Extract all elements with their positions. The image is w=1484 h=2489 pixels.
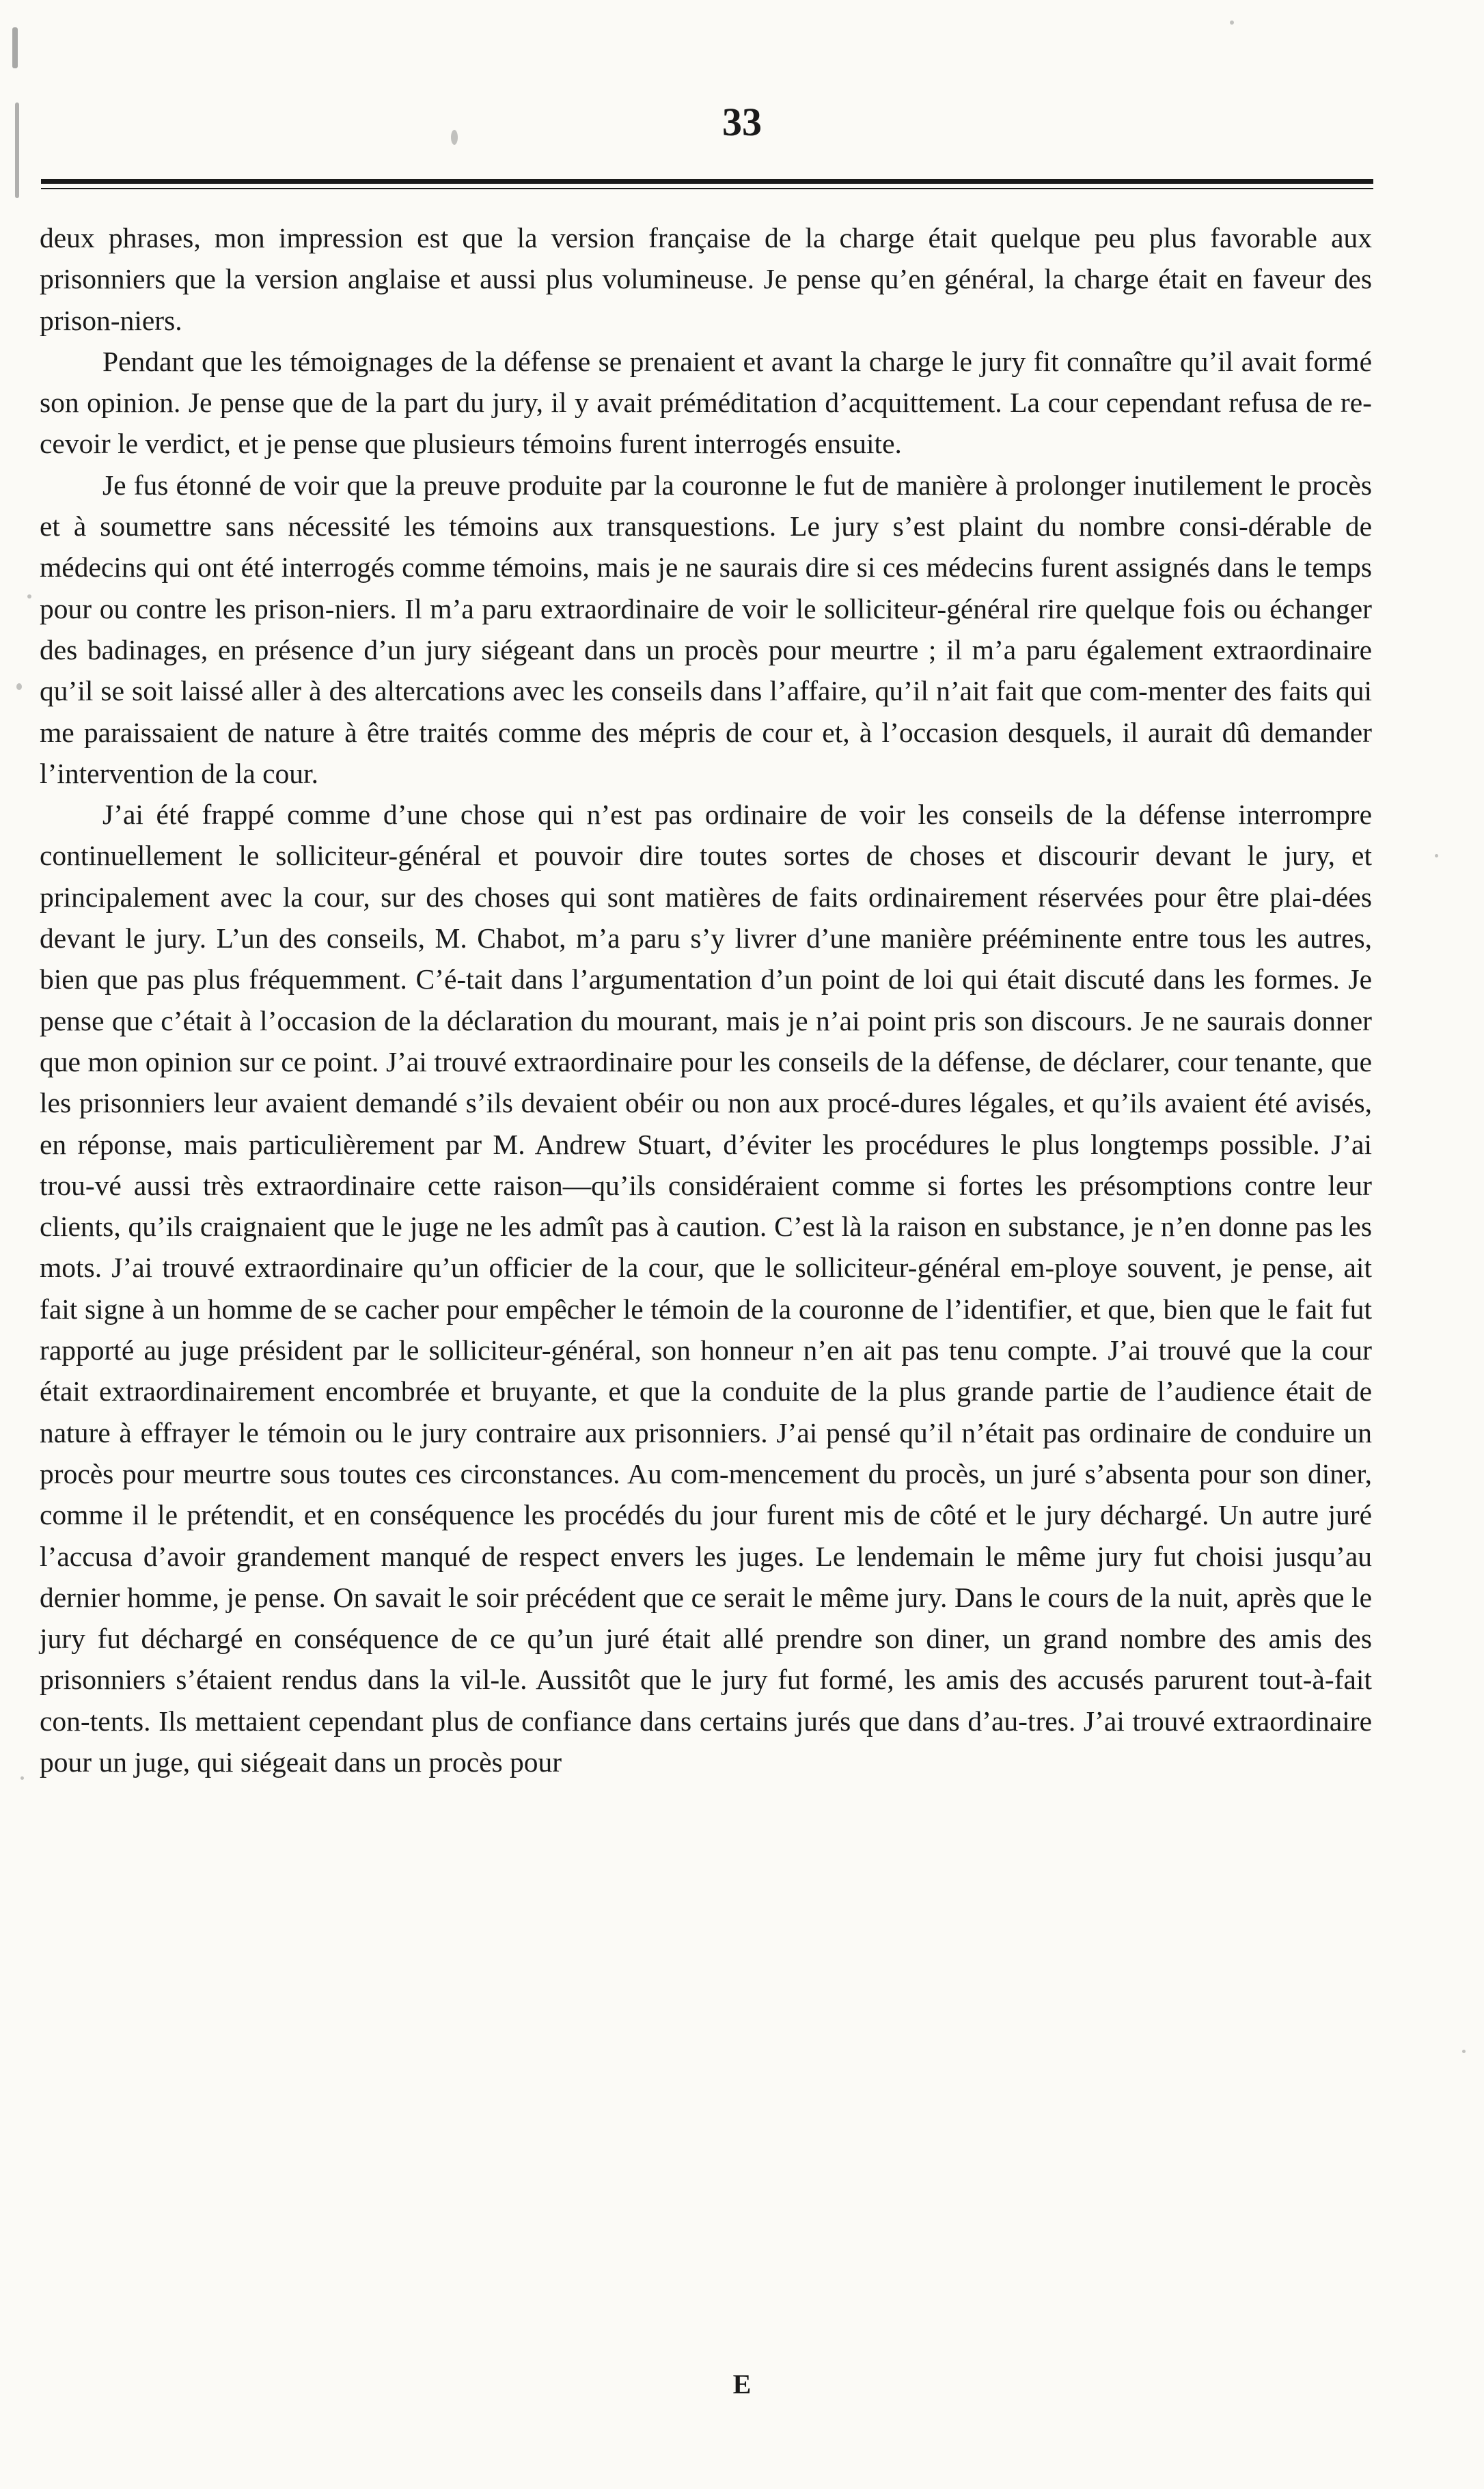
paragraph: J’ai été frappé comme d’une chose qui n’est pas ordinaire de voir les conseils de la défense interrompre continuellement le solliciteur-général et pouvoir dire toutes sortes de choses et discourir devant le jury, et principalement avec la cour, sur des choses qui sont matières de faits ordinairement réservées pour être plai-dées devant le jury. L’un des conseils, M. Chabot, m’a paru s’y livrer d’une manière prééminente entre tous les autres, bien que pas plus fréquemment. C’é-tait dans l’argumentation d’un point de loi qui était discuté dans les formes. Je pense que c’était à l’occasion de la déclaration du mourant, mais je n’ai point pris son discours. Je ne saurais donner que mon opinion sur ce point. J’ai trouvé extraordinaire pour les conseils de la défense, de déclarer, cour tenante, que les prisonniers leur avaient demandé s’ils devaient obéir ou non aux procé-dures légales, et qu’ils avaient été avisés, en réponse, mais particulièrement par M. Andrew Stuart, d’éviter les procédures le plus longtemps possible. J’ai trou-vé aussi très extraordinaire cette raison—qu’ils considéraient comme si fortes les présomptions contre leur clients, qu’ils craignaient que le juge ne les admît pas à caution. C’est là la raison en substance, je n’en donne pas les mots. J’ai trouvé extraordinaire qu’un officier de la cour, que le solliciteur-général em-ploye souvent, je pense, ait fait signe à un homme de se cacher pour empêcher le témoin de la couronne de l’identifier, et que, bien que le fait fut rapporté au juge président par le solliciteur-général, son honneur n’en ait pas tenu compte. J’ai trouvé que la cour était extraordinairement encombrée et bruyante, et que la conduite de la plus grande partie de l’audience était de nature à effrayer le témoin ou le jury contraire aux prisonniers. J’ai pensé qu’il n’était pas ordinaire de conduire un procès pour meurtre sous toutes ces circonstances. Au com-mencement du procès, un juré s’absenta pour son diner, comme il le prétendit, et en conséquence les procédés du jour furent mis de côté et le jury déchargé. Un autre juré l’accusa d’avoir grandement manqué de respect envers les juges. Le lendemain le même jury fut choisi jusqu’au dernier homme, je pense. On savait le soir précédent que ce serait le même jury. Dans le cours de la nuit, après que le jury fut déchargé en conséquence de ce qu’un juré était allé prendre son diner, un grand nombre des amis des prisonniers s’étaient rendus dans la vil-le. Aussitôt que le jury fut formé, les amis des accusés parurent tout-à-fait con-tents. Ils mettaient cependant plus de confiance dans certains jurés que dans d’au-tres. J’ai trouvé extraordinaire pour un juge, qui siégeait dans un procès pour: [40, 799, 1372, 1778]
signature-mark: E: [732, 2369, 752, 2399]
paragraph: Je fus étonné de voir que la preuve produite par la couronne le fut de manière à prolonger inutilement le procès et à soumettre sans nécessité les témoins aux transquestions. Le jury s’est plaint du nombre consi-dérable de médecins qui ont été interrogés comme témoins, mais je ne saurais dire si ces médecins furent assignés dans le temps pour ou contre les prison-niers. Il m’a paru extraordinaire de voir le solliciteur-général rire quelque fois ou échanger des badinages, en présence d’un jury siégeant dans un procès pour meurtre ; il m’a paru également extraordinaire qu’il se soit laissé aller à des altercations avec les conseils dans l’affaire, qu’il n’ait fait que com-menter des faits qui me paraissaient de nature à être traités comme des mépris de cour et, à l’occasion desquels, il aurait dû demander l’intervention de la cour.: [40, 469, 1372, 789]
paragraph: deux phrases, mon impression est que la version française de la charge était quelque peu plus favorable aux prisonniers que la version anglaise et aussi plus volumineuse. Je pense qu’en général, la charge était en faveur des prison-niers.: [40, 222, 1372, 336]
speck: [451, 130, 458, 145]
paragraph: Pendant que les témoignages de la défense se prenaient et avant la charge le jury fit connaître qu’il avait formé son opinion. Je pense que de la part du jury, il y avait préméditation d’acquittement. La cour cependant refusa de re-cevoir le verdict, et je pense que plusieurs témoins furent interrogés ensuite.: [40, 345, 1372, 460]
speck: [1230, 20, 1234, 25]
header-rule-thick: [41, 179, 1373, 184]
speck: [20, 1776, 24, 1780]
speck: [12, 27, 18, 68]
speck: [1462, 2050, 1466, 2053]
body-text: [40, 217, 1372, 1783]
header-rule-thin: [41, 188, 1373, 189]
speck: [16, 683, 22, 690]
speck: [1435, 854, 1438, 857]
page-number: 33: [722, 100, 762, 144]
speck: [15, 102, 19, 198]
speck: [27, 594, 31, 599]
